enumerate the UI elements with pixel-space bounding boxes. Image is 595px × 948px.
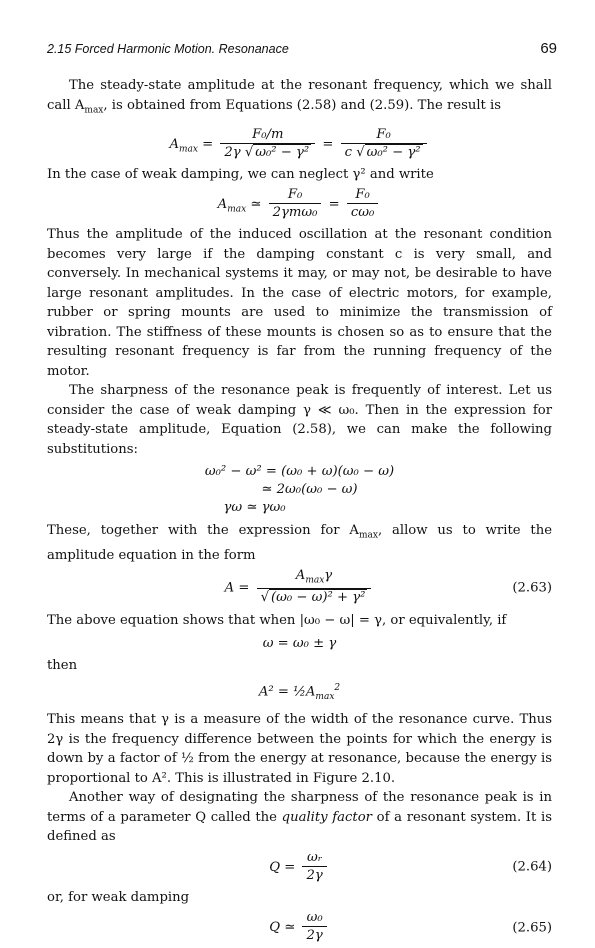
paragraph-6: The above equation shows that when |ω₀ − ω| = γ, or equivalently, if <box>47 613 507 629</box>
paragraph-1: The steady-state amplitude at the resonant frequency, which we shall call $A_{max}$, is obtained from Equations (2.58) and (2.59). The result is <box>47 78 552 116</box>
section-title: 2.15 Forced Harmonic Motion. Resonanace <box>47 42 289 56</box>
equation-2-64: Q = $\frac{\text{ωᵣ}}{2\gamma}$ (2.64) <box>269 849 552 883</box>
equation-substitutions: ω₀² − ω² = (ω₀ + ω)(ω₀ − ω) ≃ 2ω₀(ω₀ − ω) γω ≃ γω₀ <box>204 464 395 516</box>
page-number: 69 <box>540 40 557 57</box>
running-header <box>47 42 557 56</box>
equation-amax: $A_{max}$ = $\frac{\text{F₀/m}}{\text{2γ √ ω₀² − γ²}}$ = $\frac{\text{F₀}}{\text{c √ ω₀² − γ²}}$ <box>47 127 552 162</box>
equation-number: (2.65) <box>512 920 552 936</box>
paragraph-2: In the case of weak damping, we can neglect γ² and write <box>47 166 434 182</box>
body-text <box>47 76 552 948</box>
equation-2-63: A = $\frac{A_{max}\gamma}{\text{√ (ω₀ − ω)² + γ²}}$ (2.63) <box>224 567 552 606</box>
paragraph-7: then <box>47 658 78 674</box>
equation-number: (2.63) <box>512 579 552 595</box>
paragraph-10: or, for weak damping <box>47 889 190 905</box>
equation-a-squared: $A^2 = \frac{1}{2}A_{max}^2$ <box>258 682 341 702</box>
equation-2-65: Q ≃ $\frac{\text{ω₀}}{2\gamma}$ (2.65) <box>269 910 552 944</box>
paragraph-3: Thus the amplitude of the induced oscillation at the resonant condition becomes very large if the damping constant c is very small, and conversely. In mechanical systems it may, or may not, be desirable to have large resonant amplitudes. In the case of electric motors, for example, rubber or spring mounts are used to minimize the transmission of vibration. The stiffness of these mounts is chosen so as to ensure that the resulting resonant frequency is far from the running frequency of the motor. <box>47 227 552 379</box>
equation-omega: ω = ω₀ ± γ <box>262 635 337 651</box>
paragraph-8: This means that γ is a measure of the width of the resonance curve. Thus 2γ is the frequency difference between the points for which the energy is down by a factor of ½ from the energy at resonance, because the energy is proportional to A². This is illustrated in Figure 2.10. <box>47 712 552 786</box>
equation-number: (2.64) <box>512 859 552 875</box>
paragraph-4: The sharpness of the resonance peak is frequently of interest. Let us consider the case of weak damping γ ≪ ω₀. Then in the expression for steady-state amplitude, Equation (2.58), we can make the following substitutions: <box>47 383 552 457</box>
equation-amax-weak: $A_{max}$ ≃ $\frac{\text{F₀}}{\text{2γmω₀}}$ = $\frac{\text{F₀}}{\text{cω₀}}$ <box>47 187 552 222</box>
paragraph-5: These, together with the expression for $A_{max}$, allow us to write the amplitude equation in the form <box>47 523 553 564</box>
paragraph-9: Another way of designating the sharpness of the resonance peak is in terms of a parameter Q called the quality factor of a resonant system. It is defined as <box>47 790 552 845</box>
